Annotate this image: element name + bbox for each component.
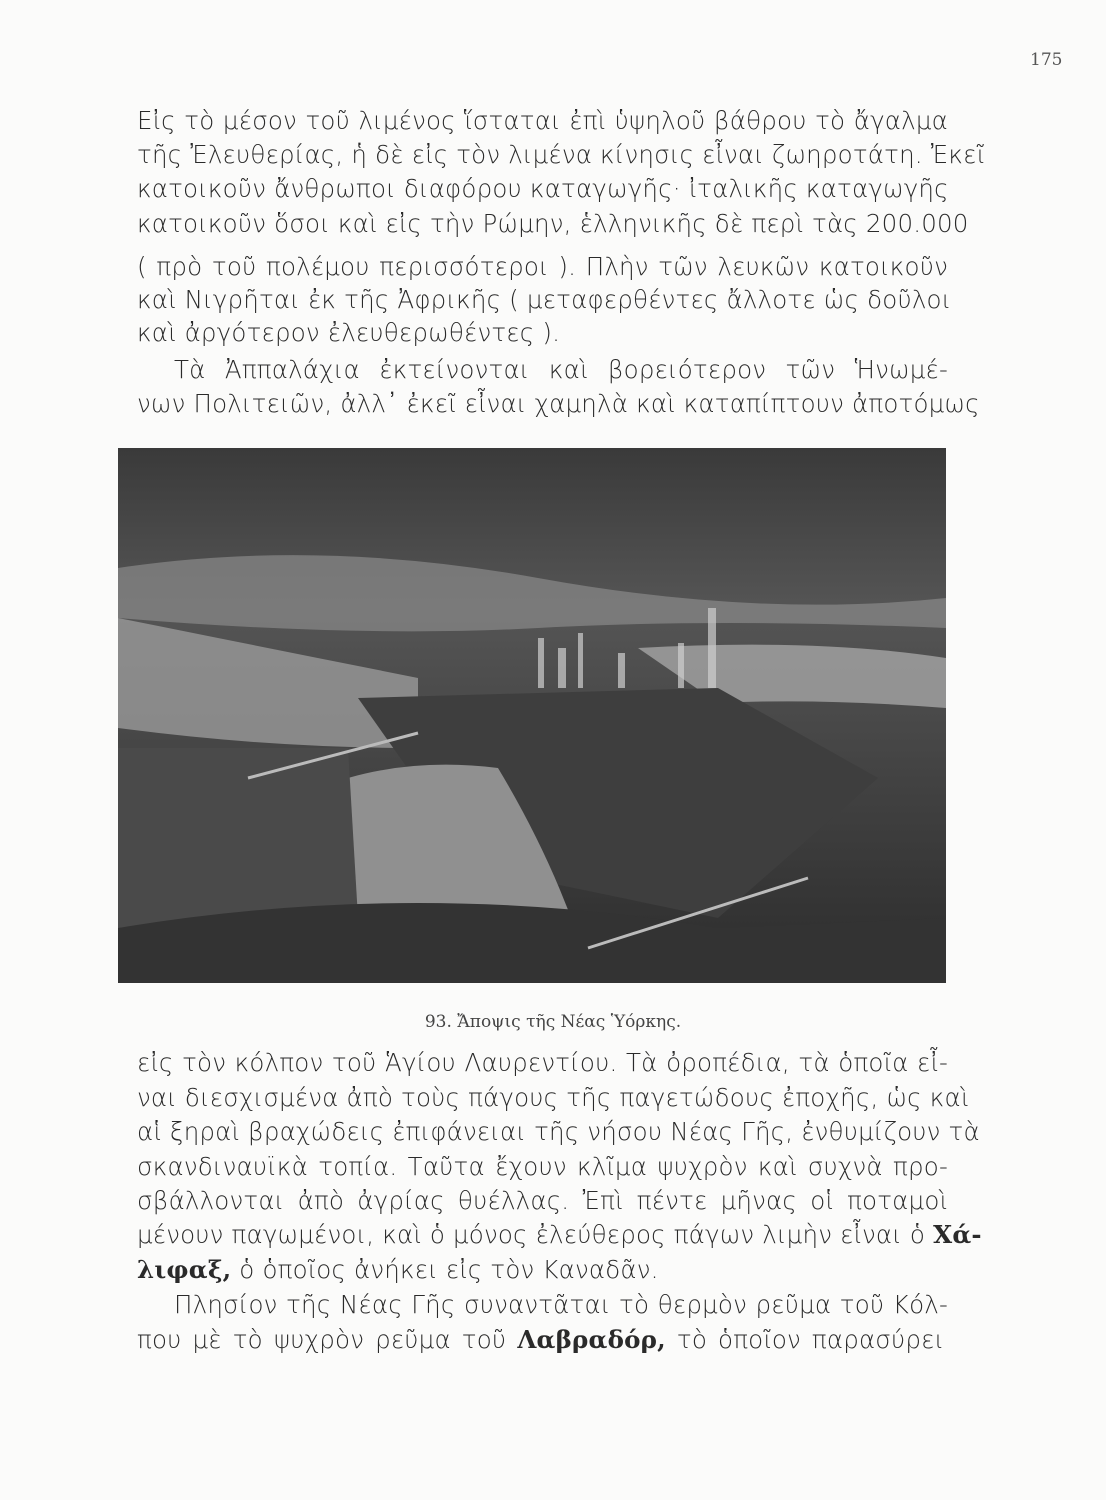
text-line: αἱ ξηραὶ βραχώδεις ἐπιφάνειαι τῆς νήσου Νέας Γῆς, ἐνθυμίζουν τὰ bbox=[137, 1117, 980, 1146]
new-york-aerial-photo bbox=[118, 448, 946, 983]
bold-term: Λαβραδόρ, bbox=[517, 1325, 666, 1354]
text-span: τὸ ὁποῖον παρασύρει bbox=[665, 1325, 945, 1354]
bold-term: λιφαξ, bbox=[137, 1255, 232, 1284]
text-line: Τὰ Ἀππαλάχια ἐκτείνονται καὶ βορειότερον τῶν Ἡνωμέ- bbox=[174, 355, 948, 384]
figure-caption: 93. Ἄποψις τῆς Νέας Ὑόρκης. bbox=[424, 1012, 682, 1032]
text-line bbox=[137, 1255, 948, 1285]
text-line: Εἰς τὸ μέσον τοῦ λιμένος ἵσταται ἐπὶ ὑψηλοῦ βάθρου τὸ ἄγαλμα bbox=[137, 106, 948, 135]
text-line: σβάλλονται ἀπὸ ἀγρίας θυέλλας. Ἐπὶ πέντε μῆνας οἱ ποταμοὶ bbox=[137, 1186, 948, 1215]
text-line bbox=[137, 1220, 982, 1250]
text-line: Πλησίον τῆς Νέας Γῆς συναντᾶται τὸ θερμὸν ρεῦμα τοῦ Κόλ- bbox=[174, 1290, 948, 1319]
text-line: εἰς τὸν κόλπον τοῦ Ἁγίου Λαυρεντίου. Τὰ ὀροπέδια, τὰ ὁποῖα εἶ- bbox=[137, 1048, 948, 1077]
text-line: τῆς Ἐλευθερίας, ἡ δὲ εἰς τὸν λιμένα κίνησις εἶναι ζωηροτάτη. Ἐκεῖ bbox=[137, 140, 986, 169]
text-span: ὁ ὁποῖος ἀνήκει εἰς τὸν Καναδᾶν. bbox=[231, 1255, 659, 1284]
text-line: κατοικοῦν ἄνθρωποι διαφόρου καταγωγῆς· ἰταλικῆς καταγωγῆς bbox=[137, 174, 949, 203]
text-span: που μὲ τὸ ψυχρὸν ρεῦμα τοῦ bbox=[137, 1325, 518, 1354]
page-number: 175 bbox=[1030, 50, 1063, 70]
text-line bbox=[137, 1325, 948, 1355]
text-line: καὶ ἀργότερον ἐλευθερωθέντες ). bbox=[137, 318, 561, 347]
text-line: κατοικοῦν ὅσοι καὶ εἰς τὴν Ρώμην, ἑλληνικῆς δὲ περὶ τὰς 200.000 bbox=[137, 209, 969, 238]
text-line: καὶ Νιγρῆται ἐκ τῆς Ἀφρικῆς ( μεταφερθέντες ἄλλοτε ὡς δοῦλοι bbox=[137, 285, 952, 314]
text-line: ( πρὸ τοῦ πολέμου περισσότεροι ). Πλὴν τῶν λευκῶν κατοικοῦν bbox=[137, 252, 948, 281]
text-line: σκανδιναυϊκὰ τοπία. Ταῦτα ἔχουν κλῖμα ψυχρὸν καὶ συχνὰ προ- bbox=[137, 1152, 948, 1181]
text-line: ναι διεσχισμένα ἀπὸ τοὺς πάγους τῆς παγετώδους ἐποχῆς, ὡς καὶ bbox=[137, 1083, 970, 1112]
bold-term: Χά- bbox=[933, 1220, 982, 1249]
text-span: μένουν παγωμένοι, καὶ ὁ μόνος ἐλεύθερος πάγων λιμὴν εἶναι ὁ bbox=[137, 1220, 926, 1249]
text-line: νων Πολιτειῶν, ἀλλ᾽ ἐκεῖ εἶναι χαμηλὰ καὶ καταπίπτουν ἀποτόμως bbox=[137, 389, 980, 418]
